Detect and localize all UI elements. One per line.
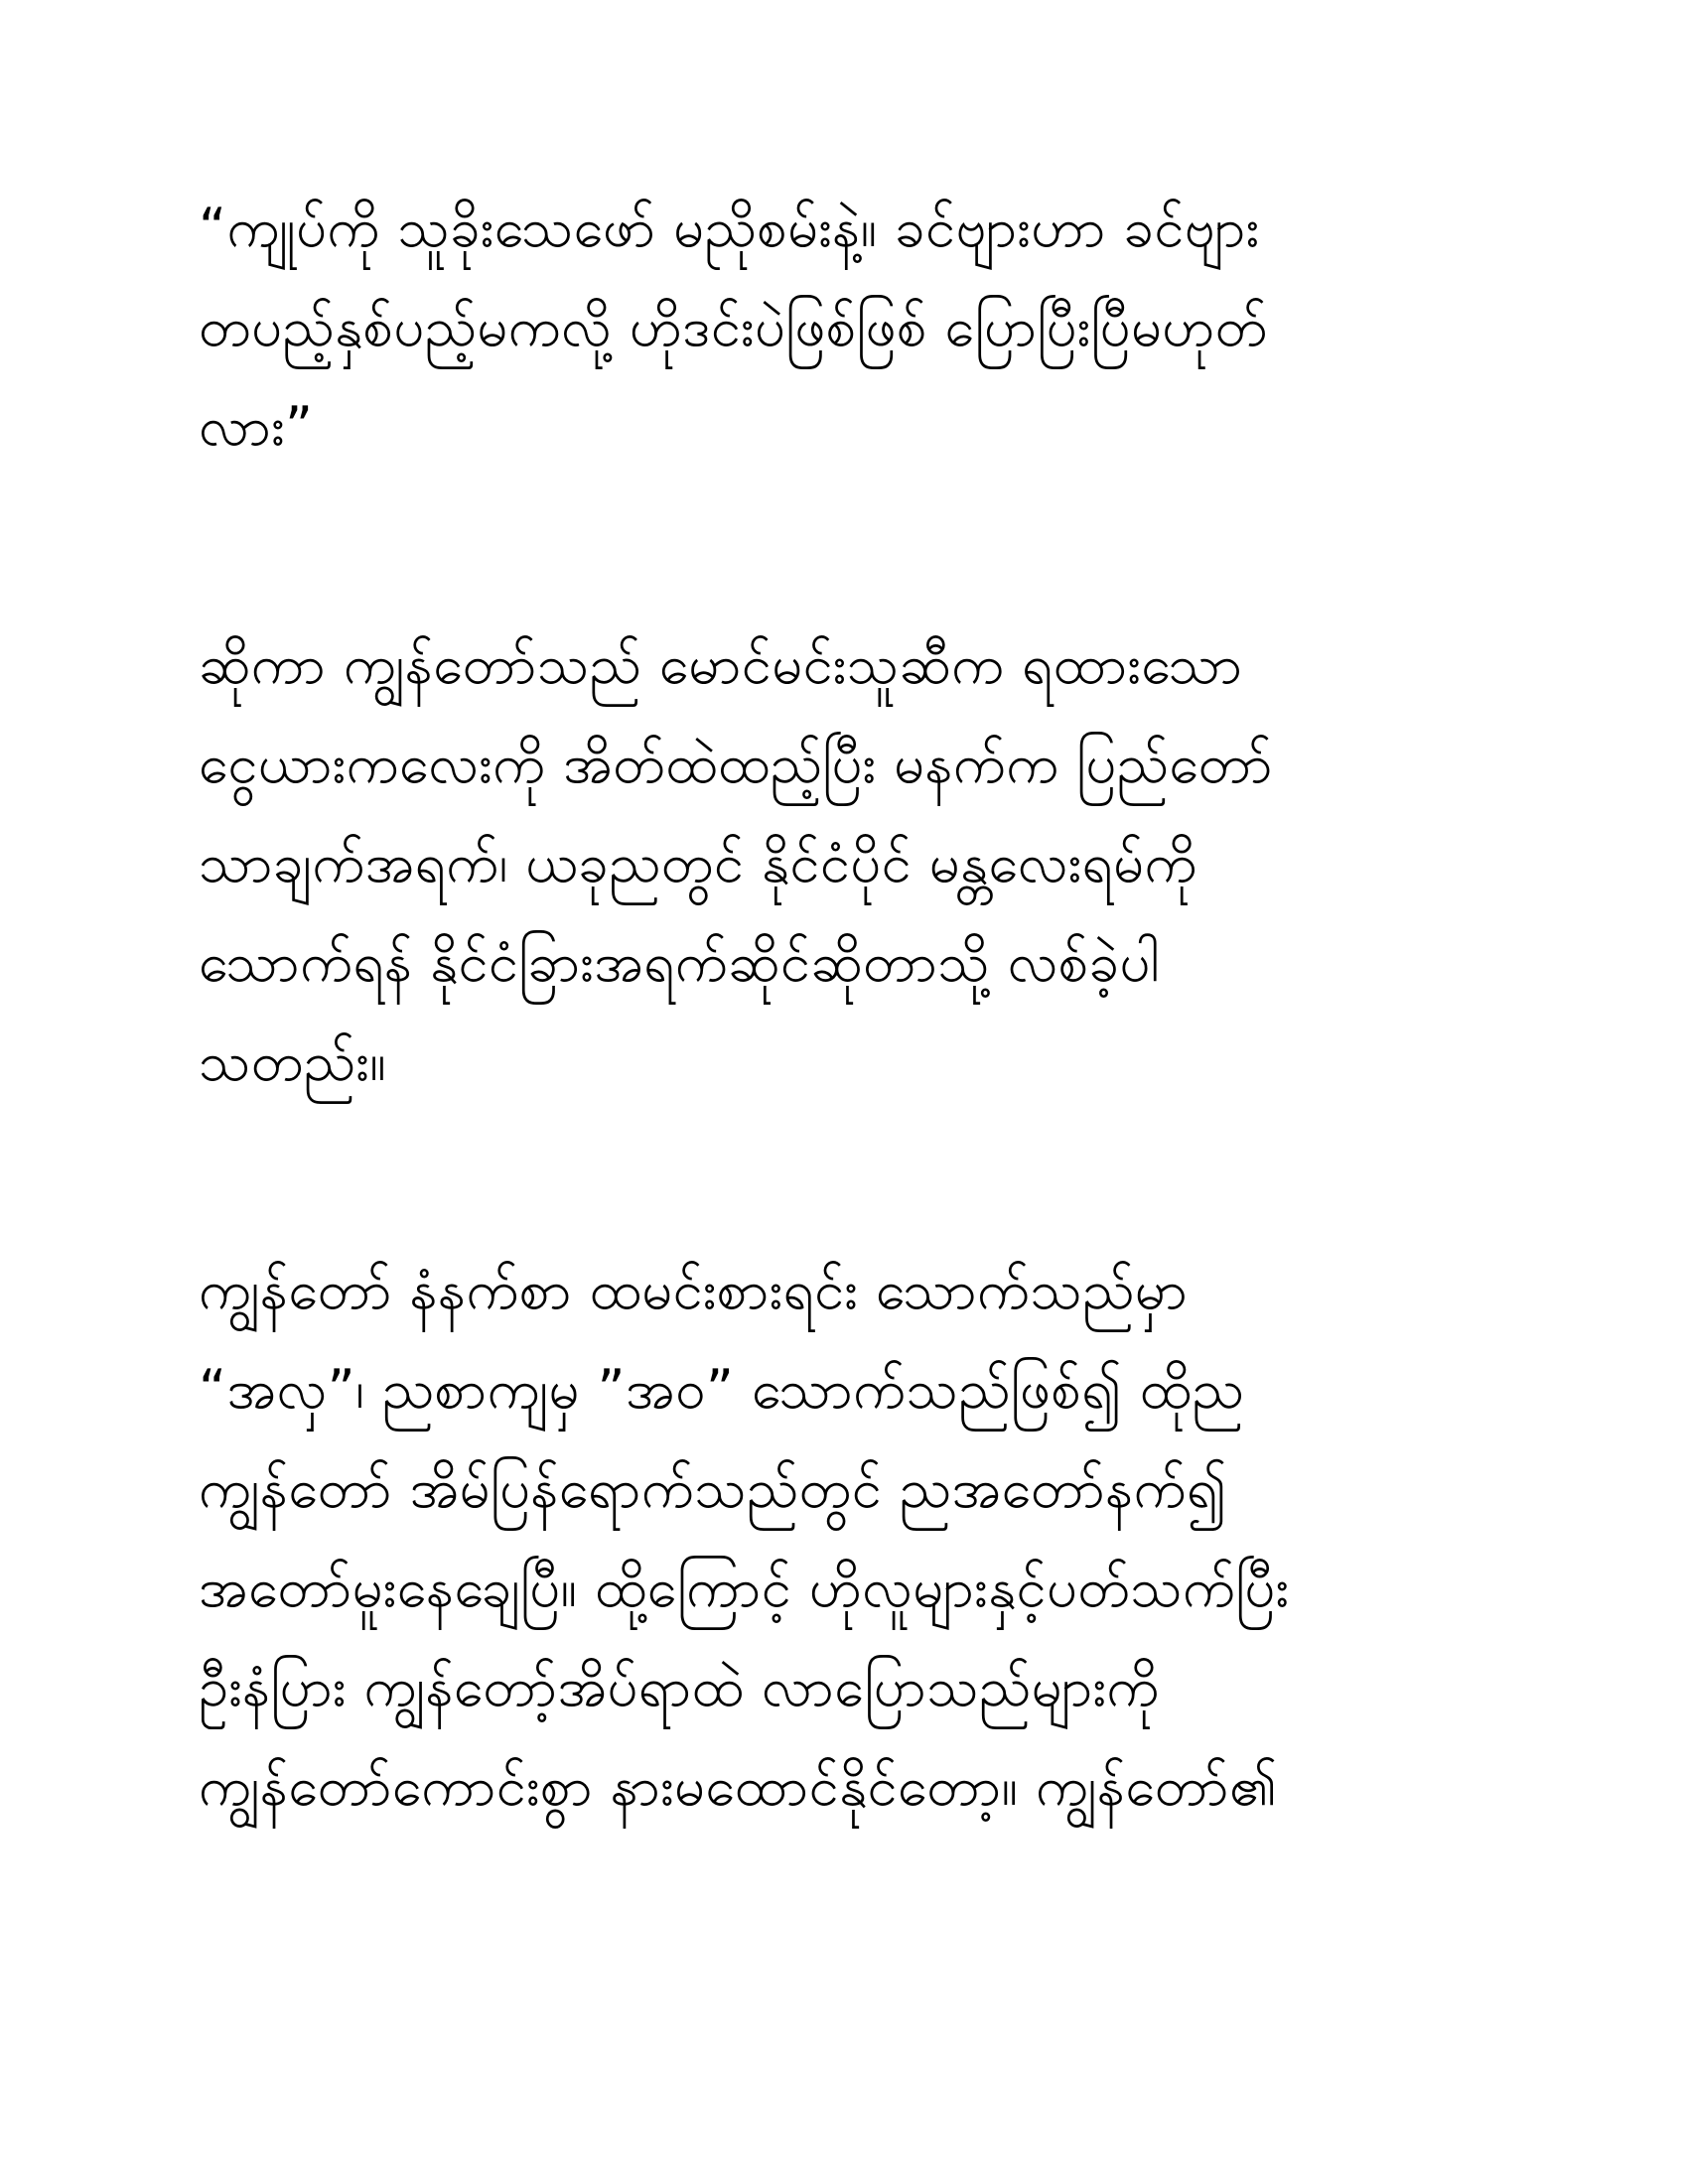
paragraph-narration (199, 615, 1499, 1112)
text-line: သတည်း။ (199, 1030, 387, 1093)
paragraph-continuation (199, 1241, 1499, 1837)
text-line: ငွေယားကလေးကို အိတ်ထဲထည့်ပြီး မနက်က ပြည်တော် (199, 733, 1273, 795)
text-line: ကျွန်တော်ကောင်းစွာ နားမထောင်နိုင်တော့။ ကျွန်တော်၏ (199, 1755, 1278, 1818)
paragraph-quote (199, 179, 1499, 477)
text-line: ကျွန်တော် အိမ်ပြန်ရောက်သည်တွင် ညအတော်နက်၍ (199, 1457, 1227, 1520)
text-line: သောက်ရန် နိုင်ငံခြားအရက်ဆိုင်ဆိုတာသို့ လစ်ခဲ့ပါ (199, 931, 1161, 994)
text-line: ဦးနံပြား ကျွန်တော့်အိပ်ရာထဲ လာပြောသည်များကို (199, 1656, 1160, 1718)
text-line: တပည့်နှစ်ပည့်မကလို့ ဟိုဒင်းပဲဖြစ်ဖြစ် ပြောပြီးပြီမဟုတ် (199, 296, 1268, 358)
text-line: “အလှ”၊ ညစာကျမှ ”အဝ” သောက်သည်ဖြစ်၍ ထိုည (199, 1358, 1245, 1421)
text-line: “ကျုပ်ကို သူခိုးသေဖော် မညိုစမ်းနဲ့။ ခင်ဗျားဟာ ခင်ဗျား (199, 197, 1260, 259)
text-line: ကျွန်တော် နံနက်စာ ထမင်းစားရင်း သောက်သည်မှာ (199, 1259, 1189, 1321)
text-line: ဆိုကာ ကျွန်တော်သည် မောင်မင်းသူဆီက ရထားသော (199, 633, 1243, 696)
text-line: လား” (199, 395, 314, 458)
text-line: သာချက်အရက်၊ ယခုညတွင် နိုင်ငံပိုင် မန္တလေးရမ်ကို (199, 832, 1197, 894)
text-line: အတော်မူးနေချေပြီ။ ထို့ကြောင့် ဟိုလူများနှင့်ပတ်သက်ပြီး (199, 1557, 1290, 1619)
